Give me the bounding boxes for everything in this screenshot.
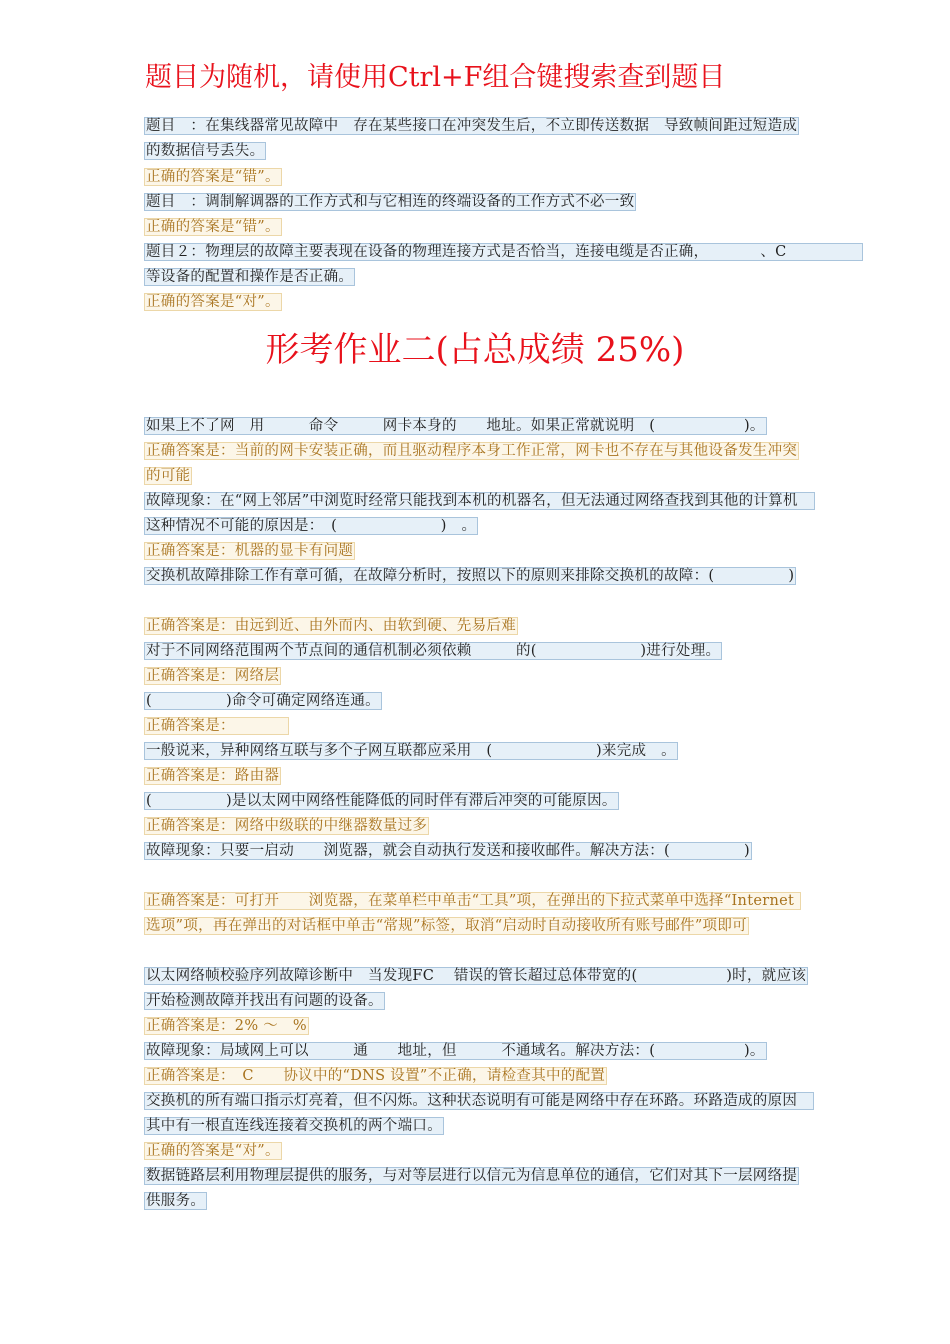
question-text: 题目 ：在集线器常见故障中 存在某些接口在冲突发生后，不立即传送数据 导致帧间距过短造成的数据信号丢失。 — [146, 118, 798, 159]
answer-text: 正确答案是：网络层 — [146, 668, 280, 684]
question-text: ( )命令可确定网络连通。 — [146, 693, 380, 709]
answer-item — [144, 539, 808, 564]
answer-item — [144, 764, 808, 789]
question-item — [144, 489, 813, 539]
answer-item — [144, 215, 808, 240]
answer-text: 正确答案是：2% ～ % — [146, 1018, 307, 1034]
question-text: 一般说来，异种网络互联与多个子网互联都应采用 ( )来完成 。 — [146, 743, 676, 759]
question-text: 交换机的所有端口指示灯亮着，但不闪烁。这种状态说明有可能是网络中存在环路。环路造成的原因 其中有一根直连线连接着交换机的两个端口。 — [146, 1093, 813, 1134]
answer-text: 正确的答案是“错”。 — [146, 169, 280, 185]
answer-text: 正确答案是：路由器 — [146, 768, 280, 784]
answer-text: 正确的答案是“对”。 — [146, 294, 280, 310]
answer-text: 正确答案是：机器的显卡有问题 — [146, 543, 354, 559]
question-text: 如果上不了网 用 命令 网卡本身的 地址。如果正常就说明 ( )。 — [146, 418, 765, 434]
question-item — [144, 1039, 808, 1064]
answer-text: 正确的答案是“对”。 — [146, 1143, 280, 1159]
question-text: 故障现象：只要一启动 浏览器，就会自动执行发送和接收邮件。解决方法：( ) — [146, 843, 750, 859]
answer-item — [144, 1139, 808, 1164]
answer-item — [144, 290, 808, 315]
answer-item — [144, 714, 808, 739]
answer-item — [144, 814, 808, 839]
question-item — [144, 1089, 813, 1139]
question-item — [144, 114, 808, 164]
answer-item — [144, 439, 808, 489]
question-item — [144, 689, 808, 714]
question-item — [144, 839, 808, 864]
question-text: 以太网络帧校验序列故障诊断中 当发现FC 错误的管长超过总体带宽的( )时，就应该开始检测故障并找出有问题的设备。 — [146, 968, 807, 1009]
question-item — [144, 1164, 808, 1214]
question-text: 故障现象：在“网上邻居”中浏览时经常只能找到本机的机器名，但无法通过网络查找到其他的计算机 这种情况不可能的原因是： ( ) 。 — [146, 493, 813, 534]
question-text: ( )是以太网中网络性能降低的同时伴有滞后冲突的可能原因。 — [146, 793, 617, 809]
answer-text: 正确答案是： — [146, 718, 287, 734]
question-text: 故障现象：局域网上可以 通 地址，但 不通域名。解决方法：( )。 — [146, 1043, 765, 1059]
question-item — [144, 639, 808, 664]
answer-item — [144, 889, 808, 939]
answer-item — [144, 664, 808, 689]
question-item — [144, 190, 808, 215]
section-title: 形考作业二(占总成绩 25%) — [265, 330, 685, 370]
question-text: 题目２：物理层的故障主要表现在设备的物理连接方式是否恰当，连接电缆是否正确， 、C 等设备的配置和操作是否正确。 — [146, 244, 861, 285]
answer-item — [144, 1064, 808, 1089]
question-text: 交换机故障排除工作有章可循，在故障分析时，按照以下的原则来排除交换机的故障：( ) — [146, 568, 795, 584]
question-item — [144, 739, 808, 764]
answer-item — [144, 614, 808, 639]
answer-text: 正确答案是：可打开 浏览器，在菜单栏中单击“工具”项，在弹出的下拉式菜单中选择“Internet 选项”项，再在弹出的对话框中单击“常规”标签，取消“启动时自动接收所有账号邮件”项即可 — [146, 893, 800, 934]
question-text: 对于不同网络范围两个节点间的通信机制必须依赖 的( )进行处理。 — [146, 643, 721, 659]
answer-text: 正确答案是：当前的网卡安装正确，而且驱动程序本身工作正常，网卡也不存在与其他设备发生冲突的可能 — [146, 443, 798, 484]
question-item — [144, 240, 861, 290]
question-text: 题目 ：调制解调器的工作方式和与它相连的终端设备的工作方式不必一致 — [146, 194, 635, 210]
answer-text: 正确答案是： C 协议中的“DNS 设置”不正确，请检查其中的配置 — [146, 1068, 606, 1084]
question-item — [144, 414, 808, 439]
answer-text: 正确的答案是“错”。 — [146, 219, 280, 235]
question-item — [144, 564, 808, 589]
answer-item — [144, 165, 808, 190]
answer-text: 正确答案是：网络中级联的中继器数量过多 — [146, 818, 428, 834]
answer-item — [144, 1014, 808, 1039]
question-text: 数据链路层利用物理层提供的服务，与对等层进行以信元为信息单位的通信，它们对其下一层网络提供服务。 — [146, 1168, 798, 1209]
question-item — [144, 789, 808, 814]
document-title: 题目为随机，请使用Ctrl+F组合键搜索查到题目 — [145, 62, 726, 93]
question-item — [144, 964, 808, 1014]
answer-text: 正确答案是：由远到近、由外而内、由软到硬、先易后难 — [146, 618, 516, 634]
